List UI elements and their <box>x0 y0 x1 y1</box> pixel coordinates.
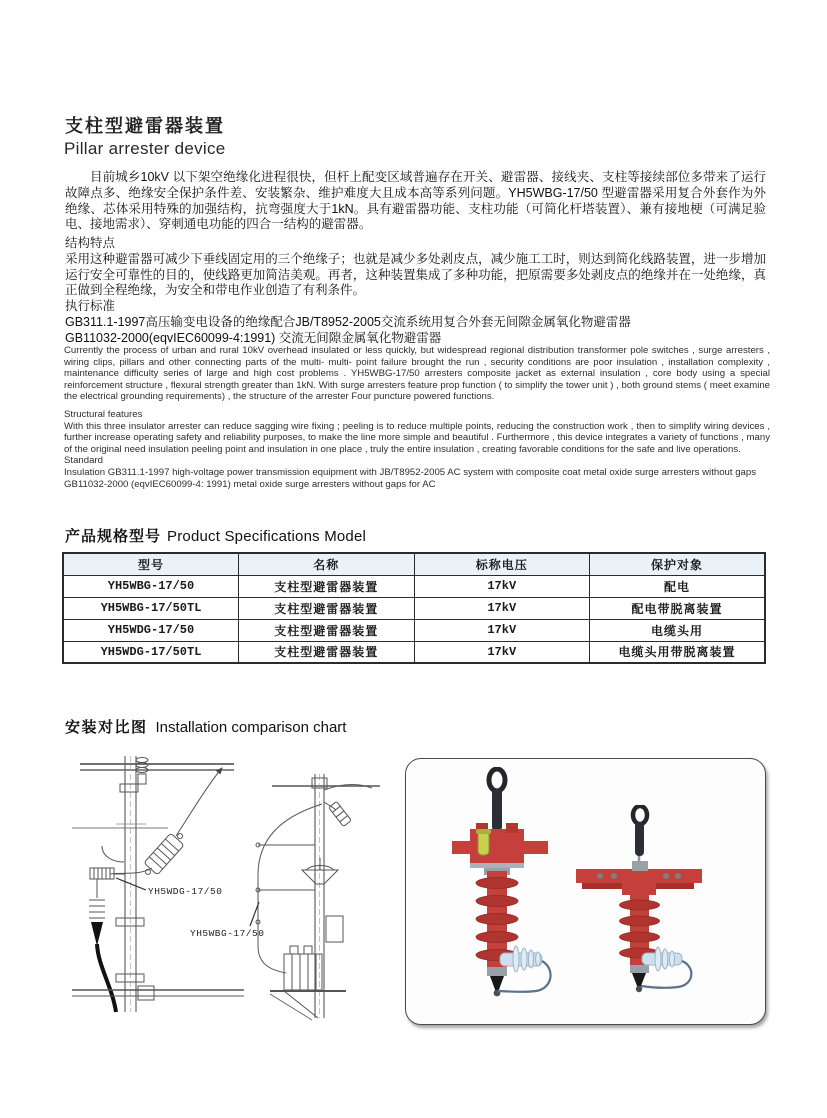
table-row <box>63 597 765 619</box>
table-row <box>63 619 765 641</box>
cell-model: YH5WDG-17/50 <box>63 619 239 641</box>
arrester-photo-left <box>440 767 560 999</box>
pole-diagrams-svg <box>72 750 402 1028</box>
intro-text-zh: 目前城乡10kV 以下架空绝缘化进程很快，但杆上配变区域普遍存在开关、避雷器、接线夹、支柱等接续部位多带来了运行故障点多、绝缘安全保护条件差、安装繁杂、维护难度大且成本高等系列问题。YH5WBG-17/50 型避雷器采用复合外套作为外绝缘、芯体采用特殊的加强结构，抗弯强度大于1kN。具有避雷器功能、支柱功能（可简化杆塔装置）、兼有接地梗（可满足验电、接地需求）、穿刺通电功能的四合一结构的避雷器。 <box>65 170 766 232</box>
spec-section-heading <box>65 525 366 546</box>
comparison-section-heading <box>65 716 346 737</box>
spec-heading-zh: 产品规格型号 <box>65 528 162 545</box>
features-body-en: With this three insulator arrester can reduce sagging wire fixing ; peeling is to reduce multiple points, reducing the construction work , then to simplify wiring devices , further increase operating safety and reliability purposes, to make the line more simple and beautiful . Furthermore , this device integrates a variety of functions , many of the original need insulation peeling point and insulation in one place , truly the entire insulation , creating favorable conditions for the safe and live operations. <box>64 420 770 455</box>
features-section-zh <box>65 236 766 347</box>
right-pole-drawing <box>190 774 380 1020</box>
right-pole-label: YH5WBG-17/50 <box>190 928 265 939</box>
english-text-block <box>64 345 770 490</box>
col-header-voltage: 标称电压 <box>414 553 590 575</box>
cell-protects: 电缆头用 <box>590 619 766 641</box>
left-pole-label: YH5WDG-17/50 <box>148 886 223 897</box>
arrester-photo-right <box>574 805 704 997</box>
cell-model: YH5WBG-17/50TL <box>63 597 239 619</box>
standard-line1-en: Insulation GB311.1-1997 high-voltage power transmission equipment with JB/T8952-2005 AC system with composite coat metal oxide surge arresters without gaps <box>64 466 756 478</box>
cell-name: 支柱型避雷器装置 <box>239 641 415 663</box>
standard-line1-zh: GB311.1-1997高压输变电设备的绝缘配合JB/T8952-2005交流系统用复合外套无间隙金属氧化物避雷器 <box>65 314 631 329</box>
standard-line2-zh: GB11032-2000(eqvIEC60099-4:1991) 交流无间隙金属氧化物避雷器 <box>65 330 442 345</box>
spec-table-header-row <box>63 553 765 575</box>
cell-protects: 配电 <box>590 575 766 597</box>
spec-table <box>62 552 766 664</box>
col-header-protects: 保护对象 <box>590 553 766 575</box>
features-heading-en: Structural features <box>64 408 143 420</box>
page-title-en: Pillar arrester device <box>64 139 226 158</box>
standards-heading-zh: 执行标准 <box>65 299 116 314</box>
standards-heading-en: Standard <box>64 455 103 467</box>
cell-voltage: 17kV <box>414 575 590 597</box>
page-title-zh: 支柱型避雷器装置 <box>65 116 225 136</box>
standard-line2-en: GB11032-2000 (eqvIEC60099-4: 1991) metal oxide surge arresters without gaps for AC <box>64 478 436 490</box>
features-heading-zh: 结构特点 <box>65 236 116 250</box>
cell-name: 支柱型避雷器装置 <box>239 619 415 641</box>
table-row <box>63 575 765 597</box>
cell-protects: 配电带脱离装置 <box>590 597 766 619</box>
cell-model: YH5WBG-17/50 <box>63 575 239 597</box>
cell-protects: 电缆头用带脱离装置 <box>590 641 766 663</box>
table-row <box>63 641 765 663</box>
product-photo-panel <box>405 758 766 1025</box>
col-header-name: 名称 <box>239 553 415 575</box>
cell-voltage: 17kV <box>414 597 590 619</box>
intro-paragraph-zh <box>65 170 766 233</box>
cell-model: YH5WDG-17/50TL <box>63 641 239 663</box>
cell-name: 支柱型避雷器装置 <box>239 575 415 597</box>
installation-line-diagram <box>72 750 402 1028</box>
cell-name: 支柱型避雷器装置 <box>239 597 415 619</box>
intro-paragraph-en: Currently the process of urban and rural 10kV overhead insulated or less quickly, but widespread regional distribution transformer pole switches , surge arresters , wiring clips, pillars and other connecting parts of the multi- multi- point failure brought the run , security conditions are poor insulation , installation complexity , maintenance difficulty series of large and high cost problems . YH5WBG-17/50 arresters composite jacket as external insulation , core body using a special reinforcement structure , flexural strength greater than 1kN. With surge arresters feature prop function ( to simplify the tower unit ) , both ground stems ( meet examine the electrical grounding requirements) , the structure of the arrester Four puncture powered functions. <box>64 345 770 403</box>
col-header-model: 型号 <box>63 553 239 575</box>
cell-voltage: 17kV <box>414 619 590 641</box>
comparison-heading-zh: 安装对比图 <box>65 719 148 736</box>
features-body-zh: 采用这种避雷器可减少下垂线固定用的三个绝缘子；也就是减少多处剥皮点，减少施工工时，则达到简化线路装置，进一步增加运行安全可靠性的目的，使线路更加简洁美观。再者，这种装置集成了多种功能，把原需要多处剥皮点的绝缘并在一处绝缘，真正做到全程绝缘，为安全和带电作业创造了有利条件。 <box>65 251 766 298</box>
comparison-heading-en: Installation comparison chart <box>155 719 347 736</box>
cell-voltage: 17kV <box>414 641 590 663</box>
left-pole-drawing <box>72 756 244 1012</box>
spec-heading-en: Product Specifications Model <box>167 528 367 545</box>
